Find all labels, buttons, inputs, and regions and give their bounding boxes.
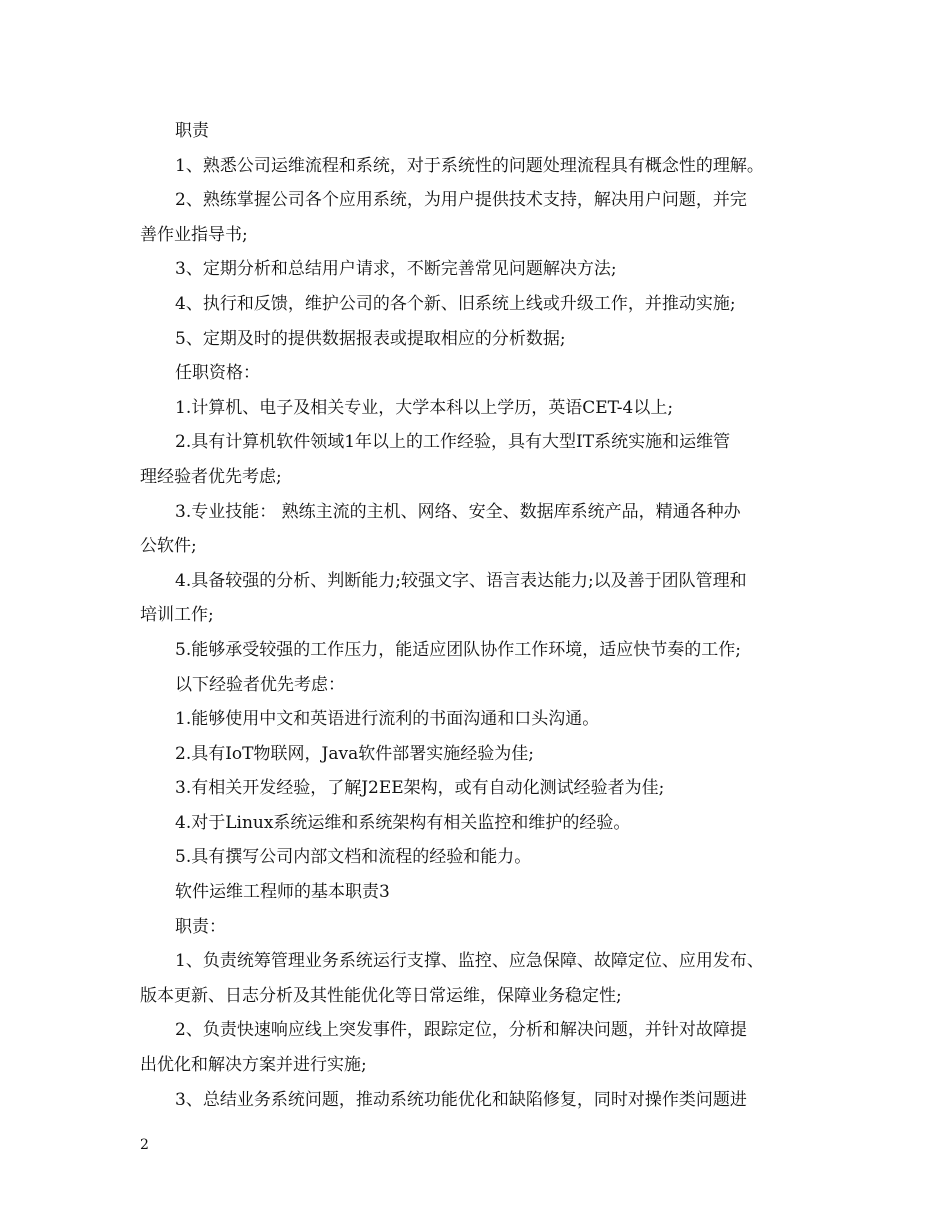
paragraph-line: 2.具有IoT物联网，Java软件部署实施经验为佳;	[175, 743, 534, 764]
paragraph-line: 1.计算机、电子及相关专业，大学本科以上学历，英语CET-4以上;	[175, 397, 674, 418]
paragraph-line: 理经验者优先考虑;	[140, 466, 282, 487]
paragraph-line: 2、负责快速响应线上突发事件，跟踪定位，分析和解决问题，并针对故障提	[175, 1020, 747, 1041]
document-body	[140, 114, 820, 1117]
paragraph-line: 4.对于Linux系统运维和系统架构有相关监控和维护的经验。	[175, 812, 631, 833]
paragraph-line: 2.具有计算机软件领域1年以上的工作经验，具有大型IT系统实施和运维管	[175, 432, 731, 453]
paragraph-line: 3、定期分析和总结用户请求，不断完善常见问题解决方法;	[175, 259, 617, 280]
section-heading: 任职资格：	[175, 363, 260, 384]
paragraph-line: 善作业指导书;	[140, 224, 248, 245]
paragraph-line: 1、负责统筹管理业务系统运行支撑、监控、应急保障、故障定位、应用发布、	[175, 951, 764, 972]
paragraph-line: 3.有相关开发经验，了解J2EE架构，或有自动化测试经验者为佳;	[175, 778, 665, 799]
paragraph-line: 5.能够承受较强的工作压力，能适应团队协作工作环境，适应快节奏的工作;	[175, 639, 741, 660]
paragraph-line: 4.具备较强的分析、判断能力;较强文字、语言表达能力;以及善于团队管理和	[175, 570, 747, 591]
paragraph-line: 3、总结业务系统问题，推动系统功能优化和缺陷修复，同时对操作类问题进	[175, 1089, 747, 1110]
paragraph-line: 公软件;	[140, 536, 197, 557]
section-heading: 职责	[175, 121, 209, 141]
paragraph-line: 出优化和解决方案并进行实施;	[140, 1055, 367, 1076]
paragraph-line: 培训工作;	[140, 605, 214, 626]
paragraph-line: 1、熟悉公司运维流程和系统，对于系统性的问题处理流程具有概念性的理解。	[175, 155, 764, 176]
paragraph-line: 4、执行和反馈，维护公司的各个新、旧系统上线或升级工作，并推动实施;	[175, 293, 736, 314]
paragraph-line: 1.能够使用中文和英语进行流利的书面沟通和口头沟通。	[175, 709, 600, 730]
section-heading: 职责：	[175, 916, 226, 937]
section-title: 软件运维工程师的基本职责3	[175, 882, 390, 903]
section-heading: 以下经验者优先考虑：	[175, 674, 345, 695]
paragraph-line: 3.专业技能： 熟练主流的主机、网络、安全、数据库系统产品，精通各种办	[175, 501, 741, 522]
paragraph-line: 5.具有撰写公司内部文档和流程的经验和能力。	[175, 847, 532, 868]
paragraph-line: 版本更新、日志分析及其性能优化等日常运维，保障业务稳定性;	[140, 985, 622, 1006]
paragraph-line: 5、定期及时的提供数据报表或提取相应的分析数据;	[175, 328, 566, 349]
page-number: 2	[140, 1137, 149, 1153]
paragraph-line: 2、熟练掌握公司各个应用系统，为用户提供技术支持，解决用户问题，并完	[175, 190, 747, 211]
